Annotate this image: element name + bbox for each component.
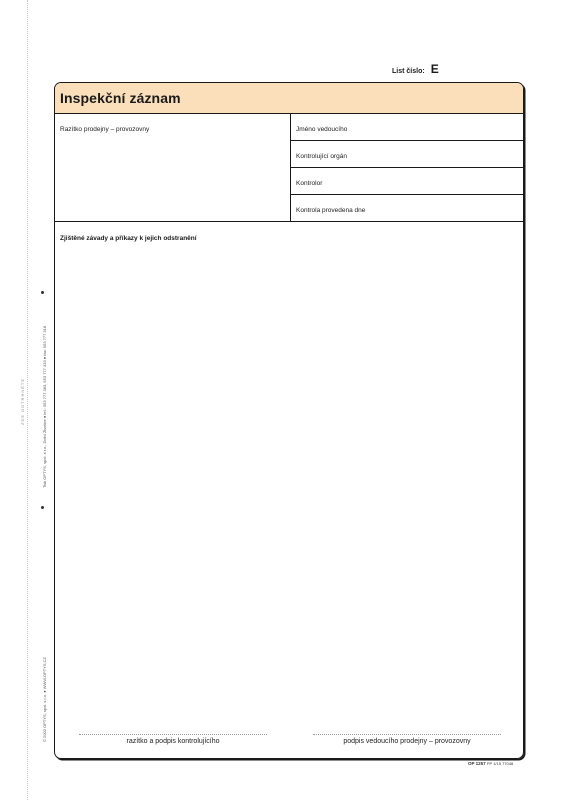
manager-name-label: Jméno vedoucího <box>296 126 348 133</box>
side-strip <box>0 0 50 800</box>
footer-codes <box>468 761 513 766</box>
authority-field[interactable] <box>291 141 523 168</box>
stamp-store-label: Razítko prodejny – provozovny <box>60 126 150 133</box>
defects-area[interactable] <box>55 222 523 250</box>
cut-here-text: ZDE ODTRHNĚTE <box>20 378 25 425</box>
form-top-grid <box>55 114 523 222</box>
sheet-number-value: E <box>430 62 439 76</box>
inspection-date-field[interactable] <box>291 195 523 221</box>
inspector-signature-block <box>79 734 267 745</box>
form-title: Inspekční záznam <box>60 90 181 106</box>
punch-dot-bottom <box>41 506 44 509</box>
print-code: PP 1/15 77048 <box>486 761 514 766</box>
details-column <box>291 114 523 221</box>
inspector-signature-line[interactable] <box>79 734 267 735</box>
manager-signature-label: podpis vedoucího prodejny – provozovny <box>343 738 471 745</box>
stamp-store-field[interactable] <box>55 114 291 221</box>
inspector-field[interactable] <box>291 168 523 195</box>
publisher-text: Tisk OPTYS, spol. s r.o., Dolní Životice ● tel.: 553 777 383, 553 777 333 ● fax: 553 777 318 <box>42 325 47 488</box>
inspector-signature-label: razítko a podpis kontrolujícího <box>126 738 220 745</box>
defects-label: Zjištěné závady a příkazy k jejich odstranění <box>60 235 197 242</box>
inspection-date-label: Kontrola provedena dne <box>296 207 366 214</box>
manager-name-field[interactable] <box>291 114 523 141</box>
inspection-form <box>54 82 524 759</box>
authority-label: Kontrolující orgán <box>296 153 347 160</box>
manager-signature-block <box>313 734 501 745</box>
punch-dot-top <box>41 291 44 294</box>
product-code: OP 1257 <box>468 761 486 766</box>
copyright-text: © 2002 OPTYS, spol. s r.o. ● WWW.OPTYS.CZ <box>42 657 47 742</box>
sheet-number <box>392 62 439 76</box>
form-header <box>55 83 523 114</box>
manager-signature-line[interactable] <box>313 734 501 735</box>
sheet-number-label: List číslo: <box>392 68 425 75</box>
inspector-label: Kontrolor <box>296 180 323 187</box>
